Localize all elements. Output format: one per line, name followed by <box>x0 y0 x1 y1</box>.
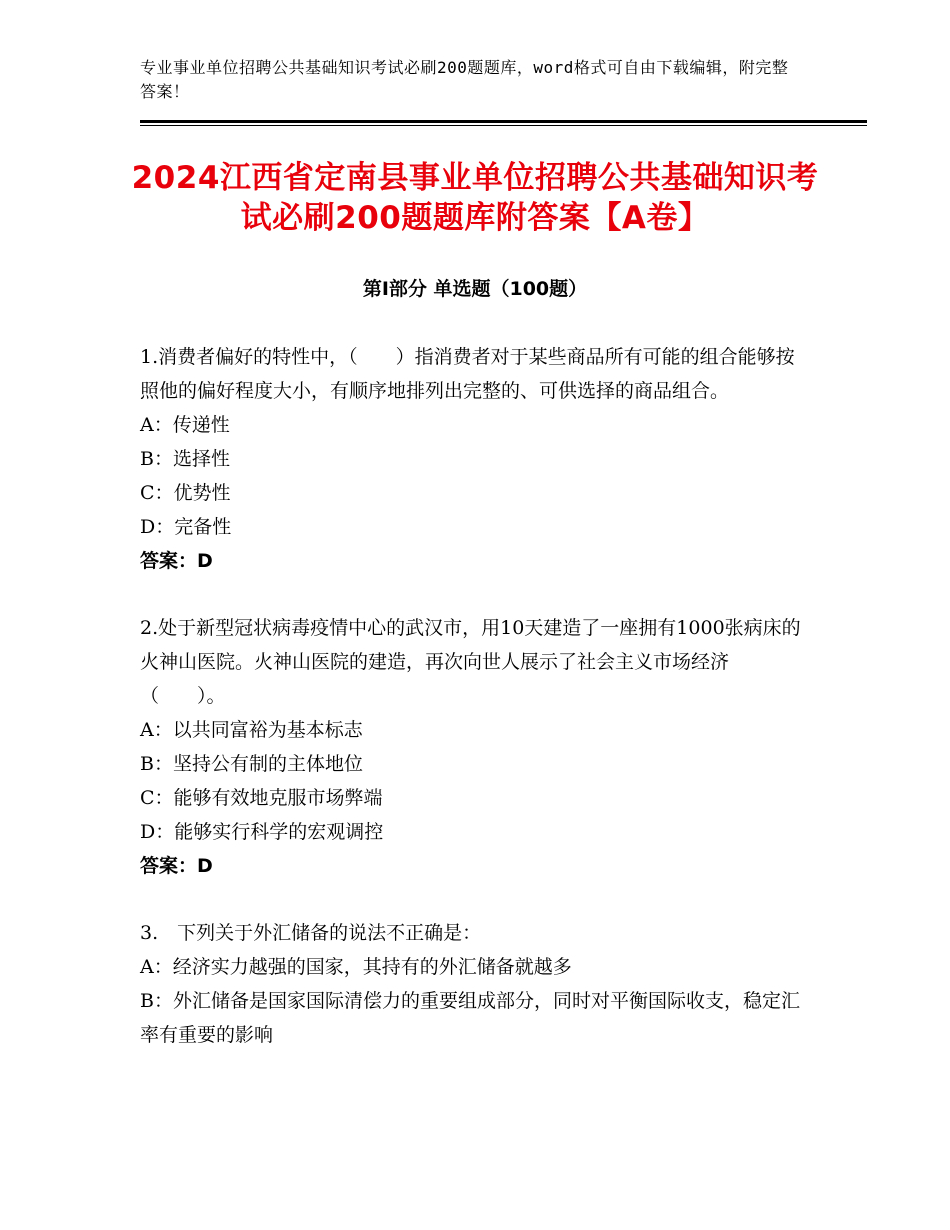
question-stem: 1.消费者偏好的特性中，（ ）指消费者对于某些商品所有可能的组合能够按照他的偏好程度大小，有顺序地排列出完整的、可供选择的商品组合。 <box>140 346 795 402</box>
answer: 答案：D <box>140 855 213 877</box>
header-rule-thick <box>140 120 867 123</box>
question-list <box>140 340 812 1052</box>
header-note: 专业事业单位招聘公共基础知识考试必刷200题题库，word格式可自由下载编辑，附完整答案！ <box>140 58 789 101</box>
section-heading: 第Ⅰ部分 单选题（100题） <box>362 278 588 300</box>
document-title: 2024江西省定南县事业单位招聘公共基础知识考试必刷200题题库附答案【A卷】 <box>131 160 819 236</box>
header-rule-thin <box>140 125 867 126</box>
option-c: C：优势性 <box>140 482 231 504</box>
question-stem: 3. 下列关于外汇储备的说法不正确是： <box>140 922 482 944</box>
option-a: A：以共同富裕为基本标志 <box>140 719 363 741</box>
option-d: D：完备性 <box>140 516 232 538</box>
option-b: B：选择性 <box>140 448 230 470</box>
question-1 <box>140 340 812 578</box>
option-a: A：经济实力越强的国家，其持有的外汇储备就越多 <box>140 956 572 978</box>
option-b: B：外汇储备是国家国际清偿力的重要组成部分，同时对平衡国际收支，稳定汇率有重要的影响 <box>140 990 800 1046</box>
answer: 答案：D <box>140 550 213 572</box>
option-a: A：传递性 <box>140 414 230 436</box>
option-c: C：能够有效地克服市场弊端 <box>140 787 383 809</box>
option-b: B：坚持公有制的主体地位 <box>140 753 363 775</box>
question-gap <box>140 578 812 611</box>
option-d: D：能够实行科学的宏观调控 <box>140 821 384 843</box>
question-gap <box>140 883 812 916</box>
question-stem: 2.处于新型冠状病毒疫情中心的武汉市，用10天建造了一座拥有1000张病床的火神山医院。火神山医院的建造，再次向世人展示了社会主义市场经济（ ）。 <box>140 617 801 707</box>
question-3 <box>140 916 812 1052</box>
question-2 <box>140 611 812 883</box>
